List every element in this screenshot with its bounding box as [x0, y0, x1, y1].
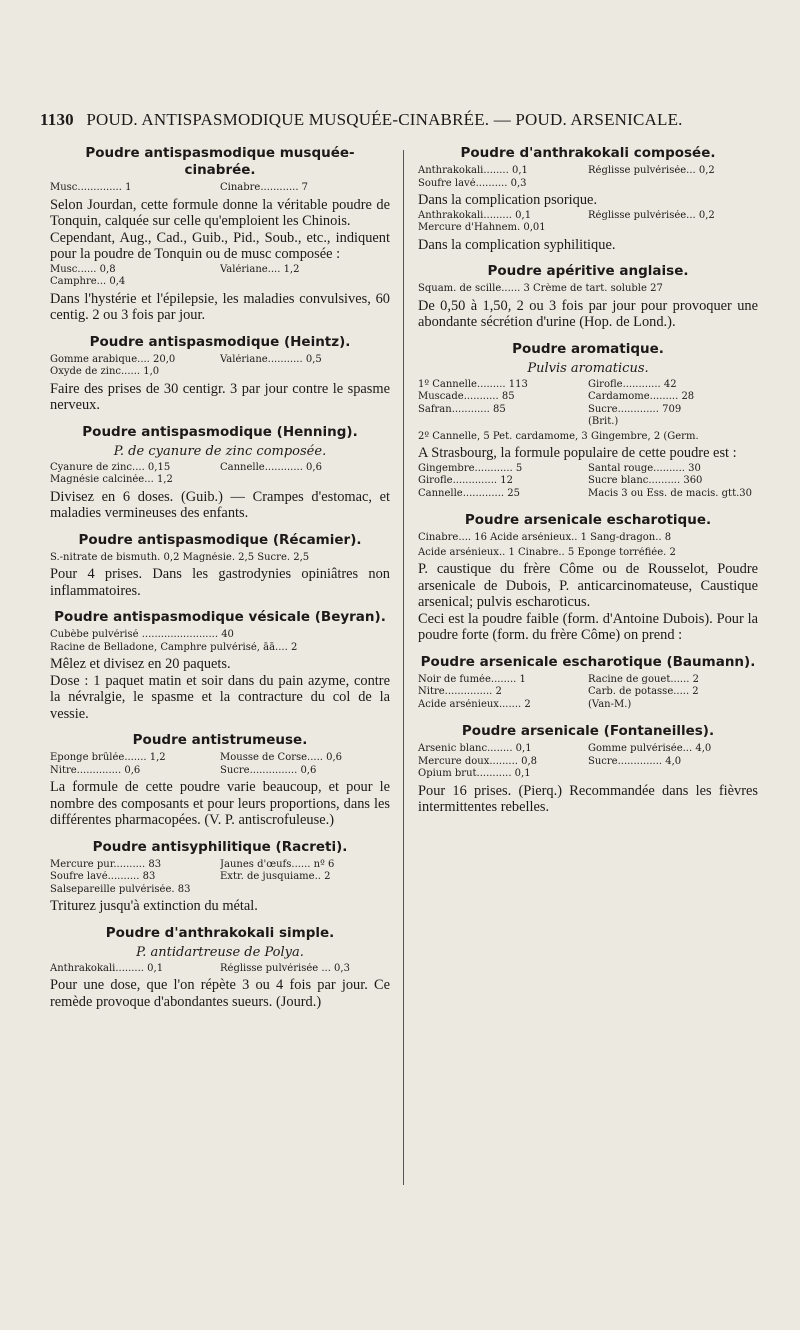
ingredient-item: Salsepareille pulvérisée. 83 — [50, 883, 191, 895]
ingredient-item: Mousse de Corse..... 0,6 — [220, 752, 343, 763]
ingredient-item: Cyanure de zinc.... 0,15 — [50, 461, 171, 473]
paragraph: P. caustique du frère Côme ou de Rousselot, Poudre arsenicale de Dubois, P. anticarcinomateuse, Caustique arsenical; pulvis escharoticus. — [418, 561, 758, 610]
paragraph: La formule de cette poudre varie beaucoup, et pour le nombre des composants et pour leurs proportions, dans les différentes pharmacopées. (V. P. antiscrofuleuse.) — [50, 779, 390, 828]
ingredient-item: Acide arsénieux.. 1 Cinabre.. 5 Éponge torréfiée. 2 — [418, 546, 676, 558]
section-gap — [418, 253, 758, 263]
ingredient-item: Muscade........... 85 — [418, 391, 515, 402]
paragraph: Pour une dose, que l'on répète 3 ou 4 fois par jour. Ce remède provoque d'abondantes sueurs. (Jourd.) — [50, 977, 390, 1010]
section-gap — [50, 915, 390, 925]
paragraph: De 0,50 à 1,50, 2 ou 3 fois par jour pour provoquer une abondante sécrétion d'urine (Hop. de Lond.). — [418, 297, 758, 330]
ingredient-list — [418, 431, 758, 444]
ingredient-item: Girofle.............. 12 — [418, 475, 513, 486]
ingredient-list — [50, 963, 390, 976]
ingredient-list — [50, 752, 390, 777]
ingredient-item: Opium brut........... 0,1 — [418, 768, 531, 779]
ingredient-list — [50, 462, 390, 487]
ingredient-item: Oxyde de zinc...... 1,0 — [50, 366, 160, 377]
recipe-section — [418, 145, 758, 253]
recipe-title: Poudre antisyphilitique (Racreti). — [92, 838, 348, 855]
ingredient-item: Nitre.............. 0,6 — [50, 764, 141, 776]
paragraph: Faire des prises de 30 centigr. 3 par jour contre le spasme nerveux. — [50, 380, 390, 413]
ingredient-item: Cubèbe pulvérisé ........................ 40 — [50, 629, 234, 640]
ingredient-item: Musc.............. 1 — [50, 182, 132, 193]
ingredient-item: Gomme pulvérisée... 4,0 — [588, 743, 712, 754]
ingredient-item: Soufre lavé.......... 83 — [50, 871, 156, 882]
ingredient-item: 2º Cannelle, 5 Pet. cardamome, 3 Gingembre, 2 (Germ. — [418, 430, 699, 442]
recipe-section — [50, 839, 390, 915]
recipe-title: Poudre aromatique. — [512, 340, 664, 357]
section-gap — [50, 1010, 390, 1020]
section-gap — [50, 522, 390, 532]
ingredient-item: Valériane.... 1,2 — [220, 263, 300, 275]
recipe-title: Poudre arsenicale escharotique (Baumann). — [420, 653, 756, 670]
ingredient-item: Mercure d'Hahnem. 0,01 — [418, 222, 546, 233]
ingredient-item: Santal rouge.......... 30 — [588, 462, 701, 474]
recipe-section — [418, 723, 758, 816]
ingredient-list — [418, 532, 758, 545]
recipe-title: Poudre arsenicale (Fontaneilles). — [461, 723, 715, 739]
section-gap — [418, 713, 758, 723]
ingredient-item: Mercure doux......... 0,8 — [418, 755, 538, 767]
recipe-subtitle: Pulvis aromaticus. — [527, 360, 649, 376]
ingredient-item — [588, 178, 758, 191]
ingredient-item: Réglisse pulvérisée ... 0,3 — [220, 962, 350, 974]
ingredient-item — [588, 222, 758, 235]
paragraph: Divisez en 6 doses. (Guib.) — Crampes d'estomac, et maladies vermineuses des enfants. — [50, 488, 390, 521]
recipe-section — [50, 145, 390, 324]
ingredient-item — [220, 884, 390, 897]
recipe-section — [418, 263, 758, 331]
recipe-subtitle: P. de cyanure de zinc composée. — [113, 443, 327, 459]
paragraph: A Strasbourg, la formule populaire de cette poudre est : — [418, 445, 737, 461]
ingredient-item: (Van-M.) — [588, 698, 632, 710]
ingredient-list — [418, 674, 758, 712]
ingredient-list — [418, 547, 758, 560]
ingredient-item: Squam. de scille...... 3 Crème de tart. soluble 27 — [418, 283, 663, 294]
recipe-section — [50, 532, 390, 600]
ingredient-list — [50, 182, 390, 195]
section-gap — [418, 816, 758, 826]
paragraph: Selon Jourdan, cette formule donne la véritable poudre de Tonquin, calquée sur celle qu'emploient les Chinois. — [50, 196, 390, 229]
ingredient-item: (Brit.) — [588, 416, 619, 427]
page-number: 1130 — [40, 110, 74, 129]
section-gap — [418, 331, 758, 341]
ingredient-list — [50, 859, 390, 897]
ingredient-item: Carb. de potasse..... 2 — [588, 686, 699, 697]
paragraph: Dans la complication syphilitique. — [418, 236, 616, 253]
ingredient-list — [50, 354, 390, 379]
paragraph: Dans l'hystérie et l'épilepsie, les maladies convulsives, 60 centig. 2 ou 3 fois par jour. — [50, 290, 390, 323]
ingredient-item: Cinabre.... 16 Acide arsénieux.. 1 Sang-dragon.. 8 — [418, 532, 672, 543]
recipe-section — [50, 334, 390, 414]
ingredient-item: Réglisse pulvérisée... 0,2 — [588, 209, 715, 221]
recipe-section — [50, 424, 390, 522]
ingredient-list — [418, 463, 758, 501]
paragraph: Mêlez et divisez en 20 paquets. — [50, 656, 231, 672]
ingredient-item: Racine de gouet...... 2 — [588, 673, 699, 685]
header-title: POUD. ANTISPASMODIQUE MUSQUÉE-CINABRÉE. — POUD. ARSENICALE. — [86, 110, 683, 129]
paragraph: Dose : 1 paquet matin et soir dans du pain azyme, contre la névralgie, le spasme et la contracture du col de la vessie. — [50, 672, 390, 722]
recipe-subtitle: P. antidartreuse de Polya. — [136, 944, 304, 960]
section-gap — [50, 722, 390, 732]
recipe-section — [418, 341, 758, 501]
ingredient-item: Cardamome......... 28 — [588, 391, 695, 402]
ingredient-item: Cannelle............ 0,6 — [220, 461, 322, 473]
ingredient-item: Acide arsénieux....... 2 — [418, 698, 531, 710]
recipe-section — [50, 732, 390, 829]
section-gap — [50, 414, 390, 424]
ingredient-item: Nitre............... 2 — [418, 686, 502, 697]
recipe-title: Poudre apéritive anglaise. — [487, 263, 689, 279]
ingredient-list — [418, 165, 758, 190]
recipe-title: Poudre antispasmodique vésicale (Beyran). — [54, 609, 386, 625]
recipe-title: Poudre antispasmodique musquée-cinabrée. — [85, 145, 355, 178]
ingredient-item: Anthrakokali......... 0,1 — [50, 962, 164, 974]
ingredient-item: Jaunes d'œufs...... nº 6 — [220, 858, 335, 870]
recipe-title: Poudre antispasmodique (Récamier). — [78, 531, 362, 548]
paragraph: Cependant, Aug., Cad., Guib., Pid., Soub., etc., indiquent pour la poudre de Tonquin ou de musc composée : — [50, 229, 390, 262]
paragraph: Pour 16 prises. (Pierq.) Recommandée dans les fièvres intermittentes rebelles. — [418, 782, 758, 815]
ingredient-item: Macis 3 ou Ess. de macis. gtt.30 — [588, 487, 752, 499]
ingredient-item: Éponge brûlée....... 1,2 — [50, 752, 166, 763]
ingredient-item: Magnésie calcinée... 1,2 — [50, 474, 173, 485]
ingredient-item: Safran............ 85 — [418, 403, 506, 415]
ingredient-item: Mercure pur.......... 83 — [50, 858, 162, 870]
ingredient-list — [50, 629, 390, 654]
left-column — [50, 145, 390, 1020]
ingredient-list — [418, 210, 758, 235]
section-gap — [50, 599, 390, 609]
section-gap — [418, 644, 758, 654]
recipe-title: Poudre antistrumeuse. — [132, 732, 308, 748]
ingredient-item: S.-nitrate de bismuth. 0,2 Magnésie. 2,5 Sucre. 2,5 — [50, 551, 310, 563]
ingredient-item: Sucre............. 709 — [588, 403, 682, 415]
ingredient-item: Sucre............... 0,6 — [220, 764, 317, 776]
ingredient-item: Gomme arabique.... 20,0 — [50, 353, 176, 365]
column-divider — [403, 150, 404, 1185]
running-header — [40, 110, 740, 130]
recipe-section — [418, 654, 758, 712]
ingredient-item: Extr. de jusquiame.. 2 — [220, 871, 331, 882]
ingredient-item: Soufre lavé.......... 0,3 — [418, 177, 527, 189]
ingredient-item: Camphre... 0,4 — [50, 276, 126, 287]
recipe-section — [50, 609, 390, 722]
ingredient-item: Valériane........... 0,5 — [220, 353, 322, 365]
ingredient-item — [220, 366, 390, 379]
ingredient-item: Racine de Belladone, Camphre pulvérisé, āā.... 2 — [50, 641, 298, 653]
ingredient-item: Arsenic blanc........ 0,1 — [418, 743, 532, 754]
ingredient-item: Cannelle............. 25 — [418, 487, 520, 499]
recipe-title: Poudre d'anthrakokali simple. — [105, 924, 335, 941]
section-gap — [50, 829, 390, 839]
section-gap — [50, 324, 390, 334]
right-column — [418, 145, 758, 826]
recipe-title: Poudre antispasmodique (Heintz). — [89, 333, 351, 350]
paragraph: Pour 4 prises. Dans les gastrodynies opiniâtres non inflammatoires. — [50, 566, 390, 599]
ingredient-item — [418, 416, 588, 429]
ingredient-item: Musc...... 0,8 — [50, 263, 116, 275]
ingredient-list — [50, 552, 390, 565]
ingredient-item: Sucre.............. 4,0 — [588, 755, 682, 767]
ingredient-list — [418, 743, 758, 781]
paragraph: Triturez jusqu'à extinction du métal. — [50, 898, 258, 914]
recipe-section — [418, 512, 758, 644]
recipe-title: Poudre arsenicale escharotique. — [464, 512, 712, 528]
paragraph: Ceci est la poudre faible (form. d'Antoine Dubois). Pour la poudre forte (form. du frère Côme) on prend : — [418, 610, 758, 643]
ingredient-list — [418, 283, 758, 296]
paragraph: Dans la complication psorique. — [418, 192, 598, 208]
recipe-section — [50, 925, 390, 1011]
ingredient-item: Gingembre............ 5 — [418, 462, 523, 474]
ingredient-item: Girofle............ 42 — [588, 378, 677, 390]
recipe-title: Poudre d'anthrakokali composée. — [460, 145, 716, 161]
ingredient-list — [418, 379, 758, 429]
recipe-title: Poudre antispasmodique (Henning). — [82, 423, 358, 440]
ingredient-item — [588, 768, 758, 781]
ingredient-item: Noir de fumée........ 1 — [418, 673, 526, 685]
ingredient-item: Cinabre............ 7 — [220, 182, 309, 193]
ingredient-item — [220, 474, 390, 487]
ingredient-item: Réglisse pulvérisée... 0,2 — [588, 165, 715, 176]
ingredient-list — [50, 264, 390, 289]
ingredient-item: Anthrakokali......... 0,1 — [418, 209, 532, 221]
ingredient-item: Sucre blanc.......... 360 — [588, 475, 703, 486]
section-gap — [418, 502, 758, 512]
ingredient-item: 1º Cannelle......... 113 — [418, 378, 528, 390]
ingredient-item: Anthrakokali........ 0,1 — [418, 165, 528, 176]
